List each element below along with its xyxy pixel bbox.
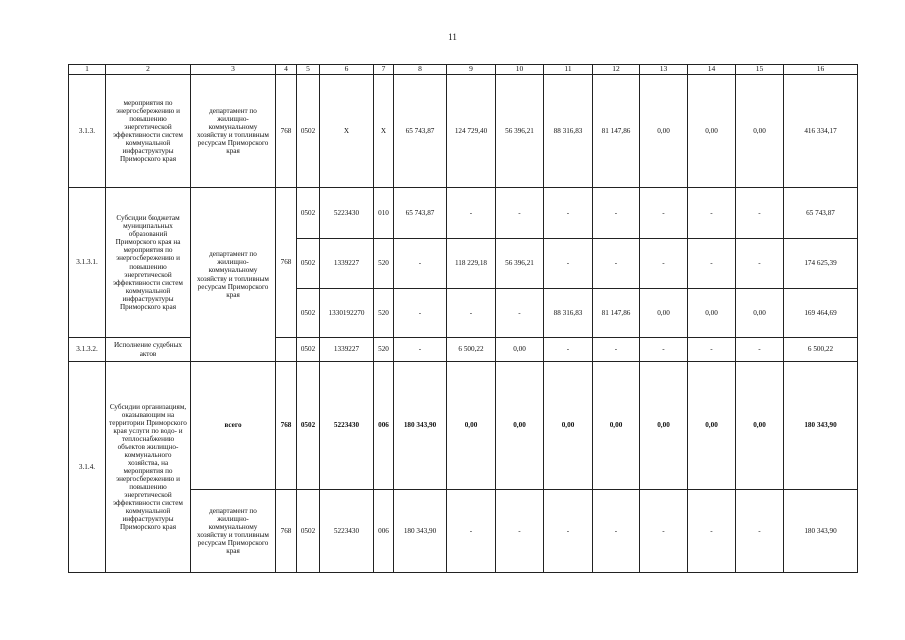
grbs-cell: 768 [276,75,297,188]
row-executor: департамент по жилищно-коммунальному хозяйству и топливным ресурсам Приморского края [191,75,276,188]
amount-cell: - [736,239,784,289]
row-executor: департамент по жилищно-коммунальному хозяйству и топливным ресурсам Приморского края [191,490,276,573]
amount-cell: 180 343,90 [394,490,447,573]
column-header: 10 [496,65,544,75]
amount-cell: - [544,490,593,573]
amount-cell: 0,00 [688,289,736,338]
column-header: 3 [191,65,276,75]
amount-cell: 6 500,22 [447,338,496,362]
amount-cell: 0,00 [736,362,784,490]
column-header: 4 [276,65,297,75]
amount-cell: 0,00 [736,289,784,338]
amount-cell: - [394,239,447,289]
amount-cell: - [447,188,496,239]
csr-cell: 5223430 [320,188,374,239]
vr-cell: 520 [374,338,394,362]
row-code: 3.1.3.1. [69,188,106,338]
column-header: 13 [640,65,688,75]
header-row [69,65,858,75]
amount-cell: - [640,490,688,573]
column-header: 7 [374,65,394,75]
row-code: 3.1.4. [69,362,106,573]
amount-cell: 174 625,39 [784,239,858,289]
row-code: 3.1.3.2. [69,338,106,362]
grbs-cell: 768 [276,490,297,573]
rzpr-cell: 0502 [297,188,320,239]
table-row [69,362,858,490]
vr-cell: 006 [374,490,394,573]
amount-cell: - [688,338,736,362]
row-executor: всего [191,362,276,490]
column-header: 5 [297,65,320,75]
rzpr-cell: 0502 [297,338,320,362]
amount-cell: - [593,239,640,289]
amount-cell: - [447,289,496,338]
amount-cell: 0,00 [688,362,736,490]
csr-cell: 5223430 [320,362,374,490]
amount-cell: 0,00 [496,338,544,362]
column-header: 14 [688,65,736,75]
amount-cell: - [688,188,736,239]
row-code: 3.1.3. [69,75,106,188]
amount-cell: - [736,188,784,239]
rzpr-cell: 0502 [297,239,320,289]
amount-cell: 180 343,90 [784,490,858,573]
csr-cell: 1330192270 [320,289,374,338]
amount-cell: 65 743,87 [784,188,858,239]
amount-cell: - [544,338,593,362]
amount-cell: 0,00 [736,75,784,188]
amount-cell: 416 334,17 [784,75,858,188]
csr-cell: 1339227 [320,338,374,362]
table-row [69,188,858,239]
grbs-cell: 768 [276,188,297,338]
column-header: 12 [593,65,640,75]
rzpr-cell: 0502 [297,289,320,338]
amount-cell: - [496,188,544,239]
vr-cell: 006 [374,362,394,490]
amount-cell: 0,00 [496,362,544,490]
amount-cell: 0,00 [593,362,640,490]
amount-cell: - [544,239,593,289]
amount-cell: 56 396,21 [496,75,544,188]
amount-cell: - [640,188,688,239]
column-header: 6 [320,65,374,75]
row-name: мероприятия по энергосбережению и повышению энергетической эффективности систем коммунальной инфраструктуры Приморского края [106,75,191,188]
rzpr-cell: 0502 [297,490,320,573]
amount-cell: - [447,490,496,573]
amount-cell: 124 729,40 [447,75,496,188]
amount-cell: 88 316,83 [544,289,593,338]
amount-cell: - [640,239,688,289]
vr-cell: 520 [374,289,394,338]
amount-cell: - [593,338,640,362]
column-header: 11 [544,65,593,75]
amount-cell: 88 316,83 [544,75,593,188]
budget-table [68,64,858,573]
row-executor: департамент по жилищно-коммунальному хозяйству и топливным ресурсам Приморского края [191,188,276,362]
table-row [69,75,858,188]
csr-cell: 5223430 [320,490,374,573]
amount-cell: - [496,490,544,573]
amount-cell: 180 343,90 [784,362,858,490]
amount-cell: - [593,188,640,239]
vr-cell: 010 [374,188,394,239]
grbs-cell [276,338,297,362]
amount-cell: 56 396,21 [496,239,544,289]
amount-cell: 0,00 [688,75,736,188]
row-name: Субсидии организациям, оказывающим на территории Приморского края услуги по водо- и теплоснабжению объектов жилищно-коммунального хозяйства, на мероприятия по энергосбережению и повышению энергетической эффективности систем коммунальной инфраструктуры Приморского края [106,362,191,573]
amount-cell: - [688,490,736,573]
column-header: 8 [394,65,447,75]
amount-cell: 81 147,86 [593,75,640,188]
amount-cell: 6 500,22 [784,338,858,362]
rzpr-cell: 0502 [297,75,320,188]
table-row [69,338,858,362]
column-header: 2 [106,65,191,75]
csr-cell: 1339227 [320,239,374,289]
vr-cell: 520 [374,239,394,289]
vr-cell: X [374,75,394,188]
amount-cell: 81 147,86 [593,289,640,338]
amount-cell: 118 229,18 [447,239,496,289]
column-header: 16 [784,65,858,75]
rzpr-cell: 0502 [297,362,320,490]
amount-cell: - [394,338,447,362]
amount-cell: 169 464,69 [784,289,858,338]
amount-cell: 180 343,90 [394,362,447,490]
amount-cell: 0,00 [640,362,688,490]
amount-cell: - [593,490,640,573]
amount-cell: - [394,289,447,338]
csr-cell: X [320,75,374,188]
amount-cell: - [544,188,593,239]
column-header: 1 [69,65,106,75]
column-header: 15 [736,65,784,75]
amount-cell: - [496,289,544,338]
amount-cell: 0,00 [640,289,688,338]
amount-cell: 0,00 [447,362,496,490]
grbs-cell: 768 [276,362,297,490]
row-name: Исполнение судебных актов [106,338,191,362]
amount-cell: 0,00 [544,362,593,490]
amount-cell: 65 743,87 [394,75,447,188]
amount-cell: - [736,338,784,362]
page-number: 11 [448,32,457,42]
row-name: Субсидии бюджетам муниципальных образований Приморского края на мероприятия по энергосбережению и повышению энергетической эффективности систем коммунальной инфраструктуры Приморского края [106,188,191,338]
amount-cell: 65 743,87 [394,188,447,239]
column-header: 9 [447,65,496,75]
amount-cell: 0,00 [640,75,688,188]
amount-cell: - [640,338,688,362]
amount-cell: - [736,490,784,573]
amount-cell: - [688,239,736,289]
